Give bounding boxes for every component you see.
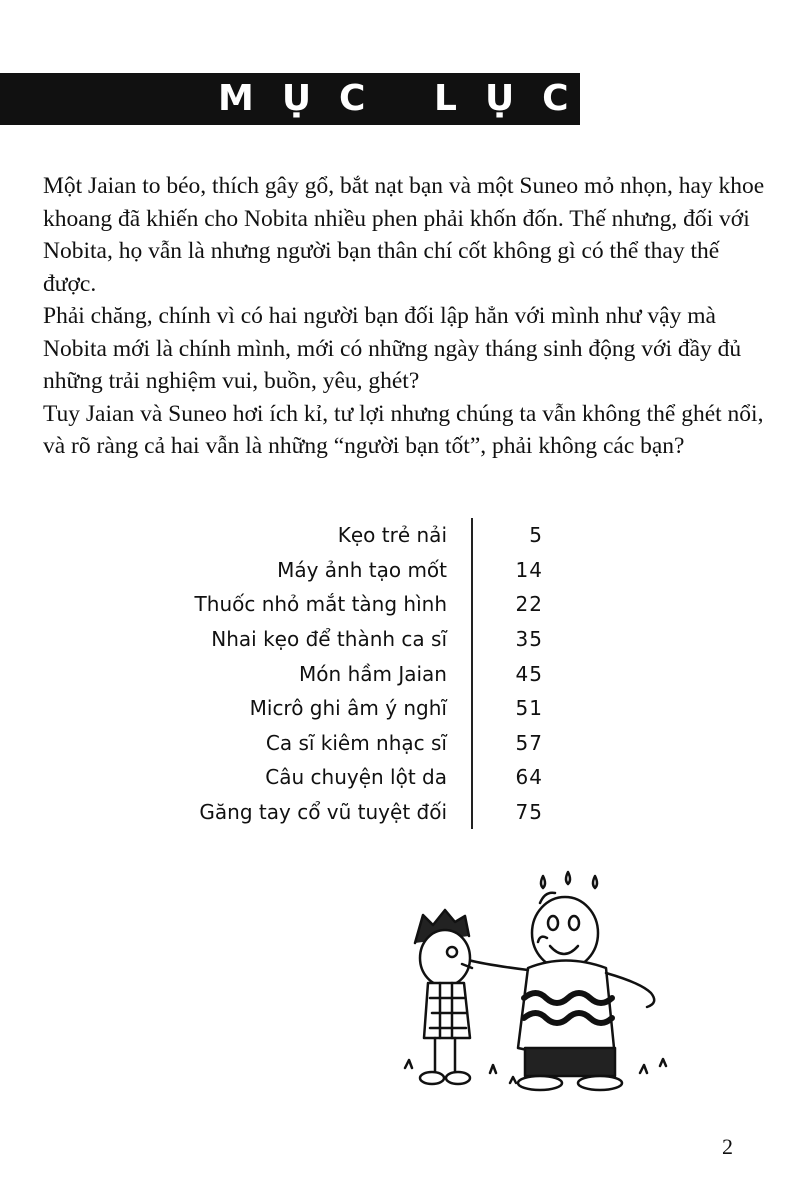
toc-title: Kẹo trẻ nải: [150, 518, 473, 553]
toc-title: Ca sĩ kiêm nhạc sĩ: [150, 726, 473, 761]
toc-row[interactable]: [150, 656, 590, 691]
toc-title: Câu chuyện lột da: [150, 760, 473, 795]
toc-page-number: 35: [515, 627, 543, 652]
toc-row[interactable]: [150, 760, 590, 795]
toc-title: Món hầm Jaian: [150, 656, 473, 691]
toc-page-number: 57: [515, 730, 543, 755]
toc-row[interactable]: [150, 726, 590, 761]
toc-title: Máy ảnh tạo mốt: [150, 553, 473, 588]
toc-title: Găng tay cổ vũ tuyệt đối: [150, 795, 473, 830]
toc-page-number: 75: [515, 800, 543, 825]
page-number: 2: [722, 1134, 733, 1159]
intro-paragraph-1: Một Jaian to béo, thích gây gổ, bắt nạt bạn và một Suneo mỏ nhọn, hay khoe khoang đã khiến cho Nobita nhiều phen phải khốn đốn. Thế nhưng, đối với Nobita, họ vẫn là nhưng người bạn thân chí cốt không gì có thể thay thế được.: [43, 173, 765, 297]
toc-row[interactable]: [150, 691, 590, 726]
toc-page-number: 22: [515, 592, 543, 617]
toc-page-number: 64: [515, 765, 543, 790]
intro-paragraph-2: Phải chăng, chính vì có hai người bạn đối lập hẳn với mình như vậy mà Nobita mới là chính mình, mới có những ngày tháng sinh động với đầy đủ những trải nghiệm vui, buồn, yêu, ghét?: [43, 303, 742, 394]
toc-row[interactable]: [150, 622, 590, 657]
toc-page-number: 51: [515, 696, 543, 721]
intro-paragraph-3: Tuy Jaian và Suneo hơi ích kỉ, tư lợi nhưng chúng ta vẫn không thể ghét nổi, và rõ ràng cả hai vẫn là những “người bạn tốt”, phải không các bạn?: [43, 400, 764, 459]
page-title: MỤC LỤC: [218, 78, 597, 119]
table-of-contents: [150, 518, 590, 829]
toc-page-number: 5: [529, 523, 543, 548]
intro-text: [43, 170, 773, 463]
jaian-suneo-illustration: [400, 868, 680, 1098]
toc-page-number: 14: [515, 557, 543, 582]
toc-page-number: 45: [515, 661, 543, 686]
toc-row[interactable]: [150, 795, 590, 830]
toc-row[interactable]: [150, 553, 590, 588]
toc-title: Thuốc nhỏ mắt tàng hình: [150, 587, 473, 622]
toc-title: Nhai kẹo để thành ca sĩ: [150, 622, 473, 657]
toc-row[interactable]: [150, 518, 590, 553]
toc-title: Micrô ghi âm ý nghĩ: [150, 691, 473, 726]
toc-row[interactable]: [150, 587, 590, 622]
